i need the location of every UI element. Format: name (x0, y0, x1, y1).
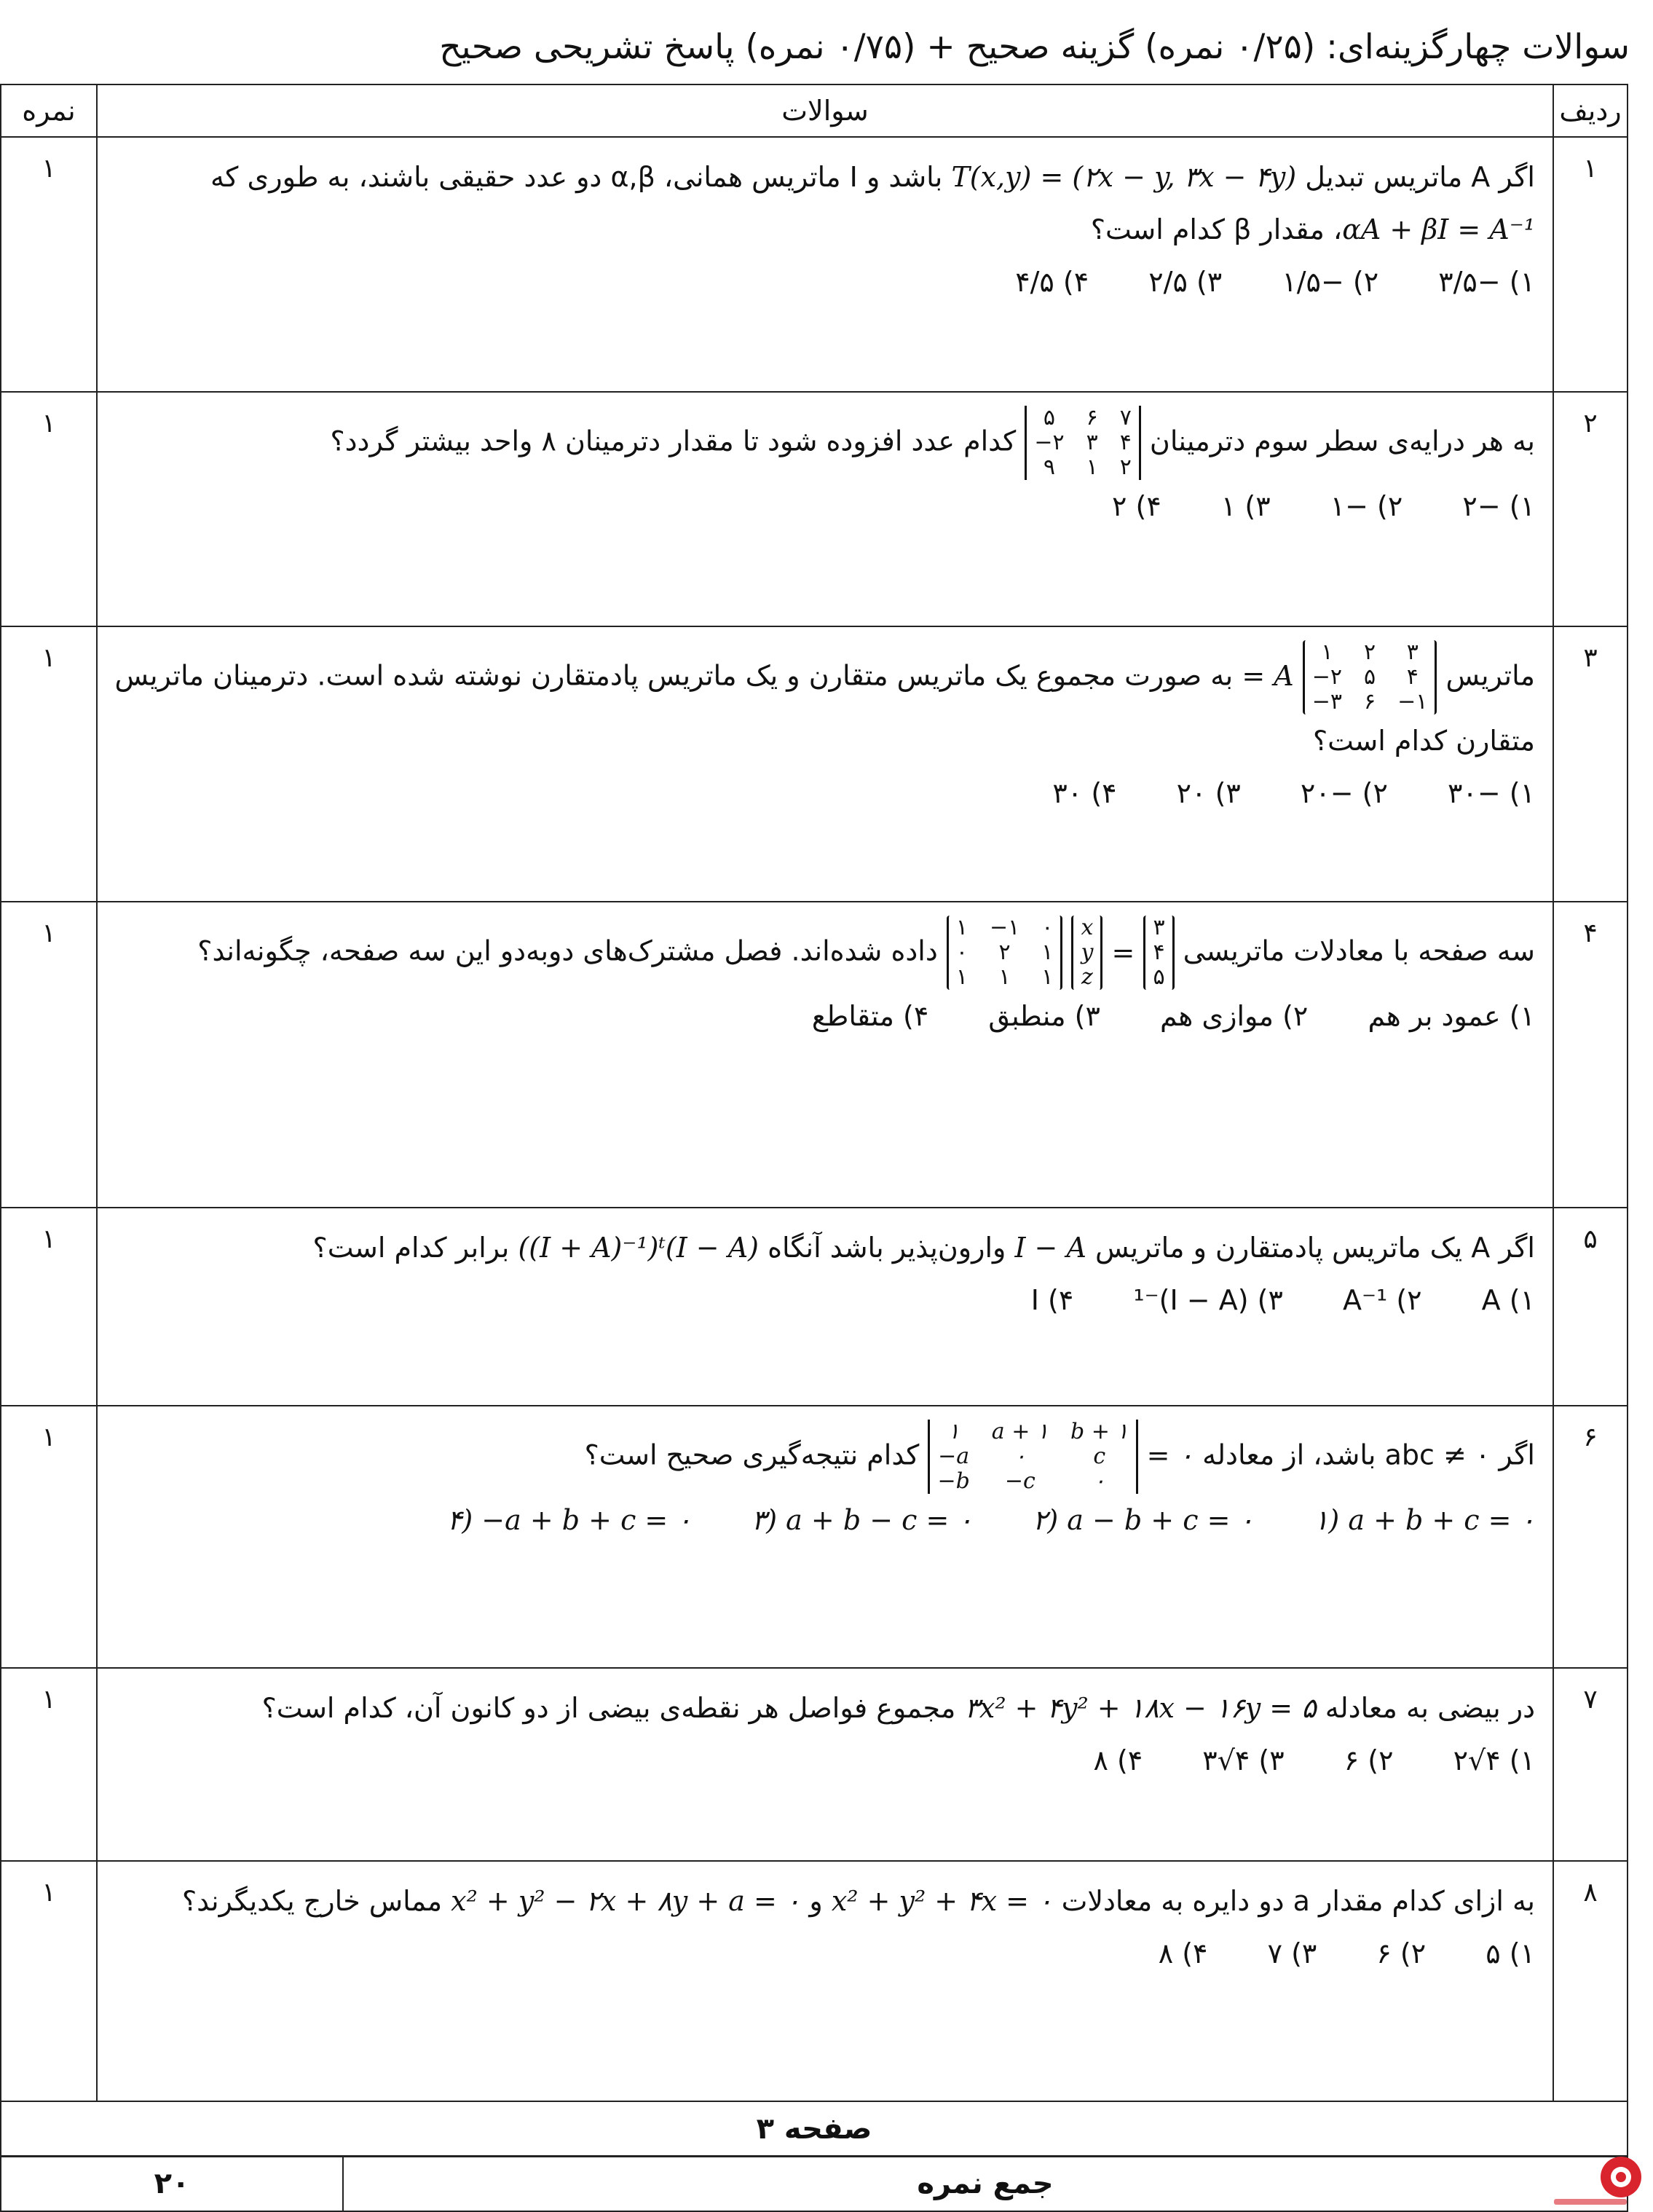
determinant (1025, 406, 1141, 480)
vector-cell: ۴ (1153, 940, 1165, 965)
matrix-cell: c (1093, 1444, 1106, 1469)
matrix-cell: ۳ (1406, 639, 1419, 665)
answer-option[interactable]: ۴) ۴/۵ (1015, 266, 1089, 298)
question-score: ۱ (1, 137, 97, 392)
table-row (1, 902, 1628, 1208)
question-text-part: باشد و I ماتریس همانی، α,β دو عدد حقیقی باشند، به طوری که (210, 161, 943, 193)
question-text (97, 1406, 1553, 1668)
question-number: ۴ (1553, 902, 1628, 1208)
matrix-cell: ۱ (1041, 940, 1054, 965)
question-text-part: کدام نتیجه‌گیری صحیح است؟ (584, 1438, 920, 1471)
question-number: ۵ (1553, 1208, 1628, 1406)
answer-option[interactable]: ۱) −۳۰ (1448, 777, 1535, 809)
matrix-cell: ۲ (1119, 454, 1132, 480)
vector-cell: ۳ (1153, 915, 1165, 940)
question-text-part: ماتریس (1445, 659, 1535, 692)
question-text-part: به ازای کدام مقدار a دو دایره به معادلات (1061, 1885, 1535, 1917)
answer-option[interactable]: ۱) ۴√۲ (1453, 1744, 1535, 1776)
question-number: ۶ (1553, 1406, 1628, 1668)
question-text-part: به هر درایه‌ی سطر سوم دترمینان (1149, 425, 1535, 457)
math-expression: = A (1242, 659, 1294, 692)
answer-option[interactable]: ۳) ۷ (1267, 1937, 1317, 1969)
matrix-cell: −۲ (1311, 664, 1343, 690)
answer-options (112, 256, 1535, 308)
answer-option[interactable]: ۲) −۱/۵ (1282, 266, 1379, 298)
vector-cell: ۵ (1153, 964, 1165, 990)
question-text-part: اگر A یک ماتریس پادمتقارن و ماتریس (1095, 1232, 1535, 1264)
question-text (97, 1208, 1553, 1406)
answer-option[interactable]: ۳) ۱ (1220, 490, 1271, 522)
matrix-cell: b + ۱ (1070, 1419, 1129, 1444)
matrix-cell: ۱ (998, 964, 1011, 990)
matrix (1303, 640, 1437, 715)
math-expression: ۳x² + ۴y² + ۱۸x − ۱۶y = ۵ (964, 1692, 1317, 1724)
answer-option[interactable]: ۴) ۸ (1093, 1744, 1143, 1776)
matrix-cell: ۱ (1041, 964, 1054, 990)
matrix-cell: −۲ (1034, 430, 1065, 455)
answer-option[interactable]: ۱) −۲ (1462, 490, 1535, 522)
answer-options (112, 1494, 1535, 1546)
matrix-cell: ۱ (947, 1419, 960, 1444)
question-text-part: به صورت مجموع یک ماتریس متقارن و یک ماتریس پادمتقارن نوشته شده است. دترمینان ماتریس متقارن کدام است؟ (114, 659, 1535, 757)
matrix (947, 916, 1063, 990)
matrix-cell: ۷ (1119, 405, 1132, 430)
matrix-cell: −۱ (989, 915, 1020, 940)
matrix-cell: −c (1004, 1468, 1035, 1494)
matrix-cell: ۴ (1406, 664, 1419, 690)
table-row (1, 1861, 1628, 2101)
math-expression: ((I + A)⁻¹)ᵗ(I − A) (518, 1232, 759, 1264)
matrix-cell: ۰ (955, 940, 968, 965)
table-row (1, 1668, 1628, 1861)
table-row (1, 1406, 1628, 1668)
question-text (97, 902, 1553, 1208)
question-text-part: ، مقدار β کدام است؟ (1090, 213, 1343, 245)
matrix-cell: ۰ (1093, 1468, 1105, 1494)
determinant (928, 1420, 1137, 1494)
math-expression: x² + y² − ۲x + ۸y + a = ۰ (451, 1885, 801, 1917)
answer-option[interactable]: ۱) A (1481, 1284, 1535, 1316)
question-text-part: مجموع فواصل هر نقطه‌ی بیضی از دو کانون آن، کدام است؟ (261, 1692, 956, 1724)
answer-option[interactable]: ۳) a + b − c = ۰ (751, 1504, 973, 1536)
answer-options (112, 1927, 1535, 1980)
question-number: ۱ (1553, 137, 1628, 392)
answer-option[interactable]: ۲) ۶ (1376, 1937, 1427, 1969)
matrix-cell: ۲ (998, 940, 1011, 965)
answer-option[interactable]: ۱) ۵ (1486, 1937, 1535, 1969)
matrix-cell: ۶ (1364, 689, 1376, 715)
answer-option[interactable]: ۲) −۲۰ (1300, 777, 1388, 809)
question-number: ۷ (1553, 1668, 1628, 1861)
answer-options (112, 1274, 1535, 1326)
math-expression: T(x,y) = (۲x − y, ۳x − ۴y) (951, 161, 1297, 193)
matrix-cell: ۱ (955, 964, 968, 990)
question-text-part: و (809, 1885, 823, 1917)
equals-sign: = (1111, 937, 1135, 969)
total-label: جمع نمره (343, 2156, 1628, 2211)
matrix-cell: −a (938, 1444, 970, 1469)
table-row (1, 626, 1628, 902)
answer-option[interactable]: ۲) −۱ (1330, 490, 1403, 522)
table-row (1, 1208, 1628, 1406)
page-number-row (1, 2101, 1628, 2157)
matrix-cell: ۶ (1086, 405, 1098, 430)
math-expression: αA + βI = A⁻¹ (1342, 213, 1535, 245)
page-number: صفحه ۳ (1, 2101, 1628, 2157)
answer-options (112, 990, 1535, 1042)
question-text (97, 137, 1553, 392)
answer-options (112, 1734, 1535, 1787)
question-score: ۱ (1, 1208, 97, 1406)
total-value: ۲۰ (1, 2156, 343, 2211)
matrix-cell: ۹ (1043, 454, 1055, 480)
header-questions: سوالات (97, 84, 1553, 137)
table-row (1, 137, 1628, 392)
matrix-cell: ۱ (1321, 639, 1333, 665)
matrix-cell: ۰ (1014, 1444, 1026, 1469)
answer-option[interactable]: ۲) A⁻¹ (1342, 1284, 1422, 1316)
table-row (1, 392, 1628, 626)
matrix-cell: −b (937, 1468, 970, 1494)
vector-cell: z (1081, 964, 1093, 990)
answer-option[interactable]: ۱) −۳/۵ (1438, 266, 1535, 298)
answer-option[interactable]: ۳) ۲۰ (1176, 777, 1241, 809)
page-title: سوالات چهارگزینه‌ای: (۰/۲۵ نمره) گزینه صحیح + (۰/۷۵ نمره) پاسخ تشریحی صحیح (439, 27, 1630, 67)
matrix-cell: ۵ (1043, 405, 1055, 430)
answer-option[interactable]: ۲) ۶ (1344, 1744, 1394, 1776)
answer-option[interactable]: ۴) −a + b + c = ۰ (446, 1504, 692, 1536)
question-number: ۲ (1553, 392, 1628, 626)
answer-option[interactable]: ۲) موازی هم (1159, 1000, 1309, 1032)
answer-option[interactable]: ۴) ۳۰ (1052, 777, 1117, 809)
math-expression: x² + y² + ۴x = ۰ (831, 1885, 1053, 1917)
answer-option[interactable]: ۳) منطبق (988, 1000, 1100, 1032)
matrix-cell: ۰ (1041, 915, 1054, 940)
question-score: ۱ (1, 1406, 97, 1668)
variable-vector (1071, 916, 1102, 990)
question-text-part: در بیضی به معادله (1325, 1692, 1535, 1724)
matrix-cell: −۳ (1311, 689, 1343, 715)
math-expression: = ۰ (1146, 1438, 1194, 1471)
total-row (1, 2156, 1628, 2211)
answer-options (112, 480, 1535, 532)
questions-table (0, 84, 1628, 2157)
question-text-part: اگر abc ≠ ۰ باشد، از معادله (1202, 1438, 1535, 1471)
question-number: ۳ (1553, 626, 1628, 902)
question-score: ۱ (1, 1668, 97, 1861)
answer-option[interactable]: ۴) I (1030, 1284, 1074, 1316)
question-text-part: سه صفحه با معادلات ماتریسی (1183, 934, 1535, 967)
answer-option[interactable]: ۱) عمود بر هم (1368, 1000, 1535, 1032)
question-text (97, 392, 1553, 626)
vector-cell: y (1081, 940, 1094, 965)
matrix-cell: −۱ (1397, 689, 1428, 715)
answer-option[interactable]: ۴) ۸ (1158, 1937, 1208, 1969)
question-text-part: داده شده‌اند. فصل مشترک‌های دوبه‌دو این سه صفحه، چگونه‌اند؟ (197, 934, 938, 967)
question-text-part: کدام عدد افزوده شود تا مقدار دترمینان ۸ واحد بیشتر گردد؟ (330, 425, 1017, 457)
matrix-cell: ۳ (1086, 430, 1098, 455)
question-number: ۸ (1553, 1861, 1628, 2101)
answer-option[interactable]: ۳) ۴√۳ (1202, 1744, 1285, 1776)
site-logo-icon (1539, 2151, 1649, 2209)
question-text-part: وارون‌پذیر باشد آنگاه (768, 1232, 1006, 1264)
header-row: ردیف (1553, 84, 1628, 137)
question-text (97, 1861, 1553, 2101)
matrix-cell: ۱ (955, 915, 968, 940)
math-expression: I − A (1014, 1232, 1086, 1264)
question-text (97, 1668, 1553, 1861)
question-text-part: اگر A ماتریس تبدیل (1305, 161, 1535, 193)
matrix-cell: ۵ (1364, 664, 1376, 690)
answer-option[interactable]: ۱) a + b + c = ۰ (1314, 1504, 1535, 1536)
vector-cell: x (1081, 915, 1094, 940)
answer-option[interactable]: ۴) متقاطع (811, 1000, 929, 1032)
answer-options (112, 767, 1535, 819)
answer-option[interactable]: ۳) (I − A)⁻¹ (1133, 1284, 1283, 1316)
question-score: ۱ (1, 392, 97, 626)
header-score: نمره (1, 84, 97, 137)
question-score: ۱ (1, 626, 97, 902)
constant-vector (1143, 916, 1174, 990)
matrix-cell: ۴ (1119, 430, 1132, 455)
total-table (0, 2155, 1628, 2212)
question-text (97, 626, 1553, 902)
answer-option[interactable]: ۲) a − b + c = ۰ (1032, 1504, 1254, 1536)
question-score: ۱ (1, 902, 97, 1208)
question-text-part: مماس خارج یکدیگرند؟ (181, 1885, 443, 1917)
answer-option[interactable]: ۴) ۲ (1112, 490, 1161, 522)
question-text-part: برابر کدام است؟ (312, 1232, 510, 1264)
table-header-row (1, 84, 1628, 137)
matrix-cell: ۲ (1364, 639, 1376, 665)
question-score: ۱ (1, 1861, 97, 2101)
matrix-cell: ۱ (1086, 454, 1098, 480)
matrix-equation (947, 916, 1175, 990)
answer-option[interactable]: ۳) ۲/۵ (1148, 266, 1223, 298)
matrix-cell: a + ۱ (991, 1419, 1049, 1444)
